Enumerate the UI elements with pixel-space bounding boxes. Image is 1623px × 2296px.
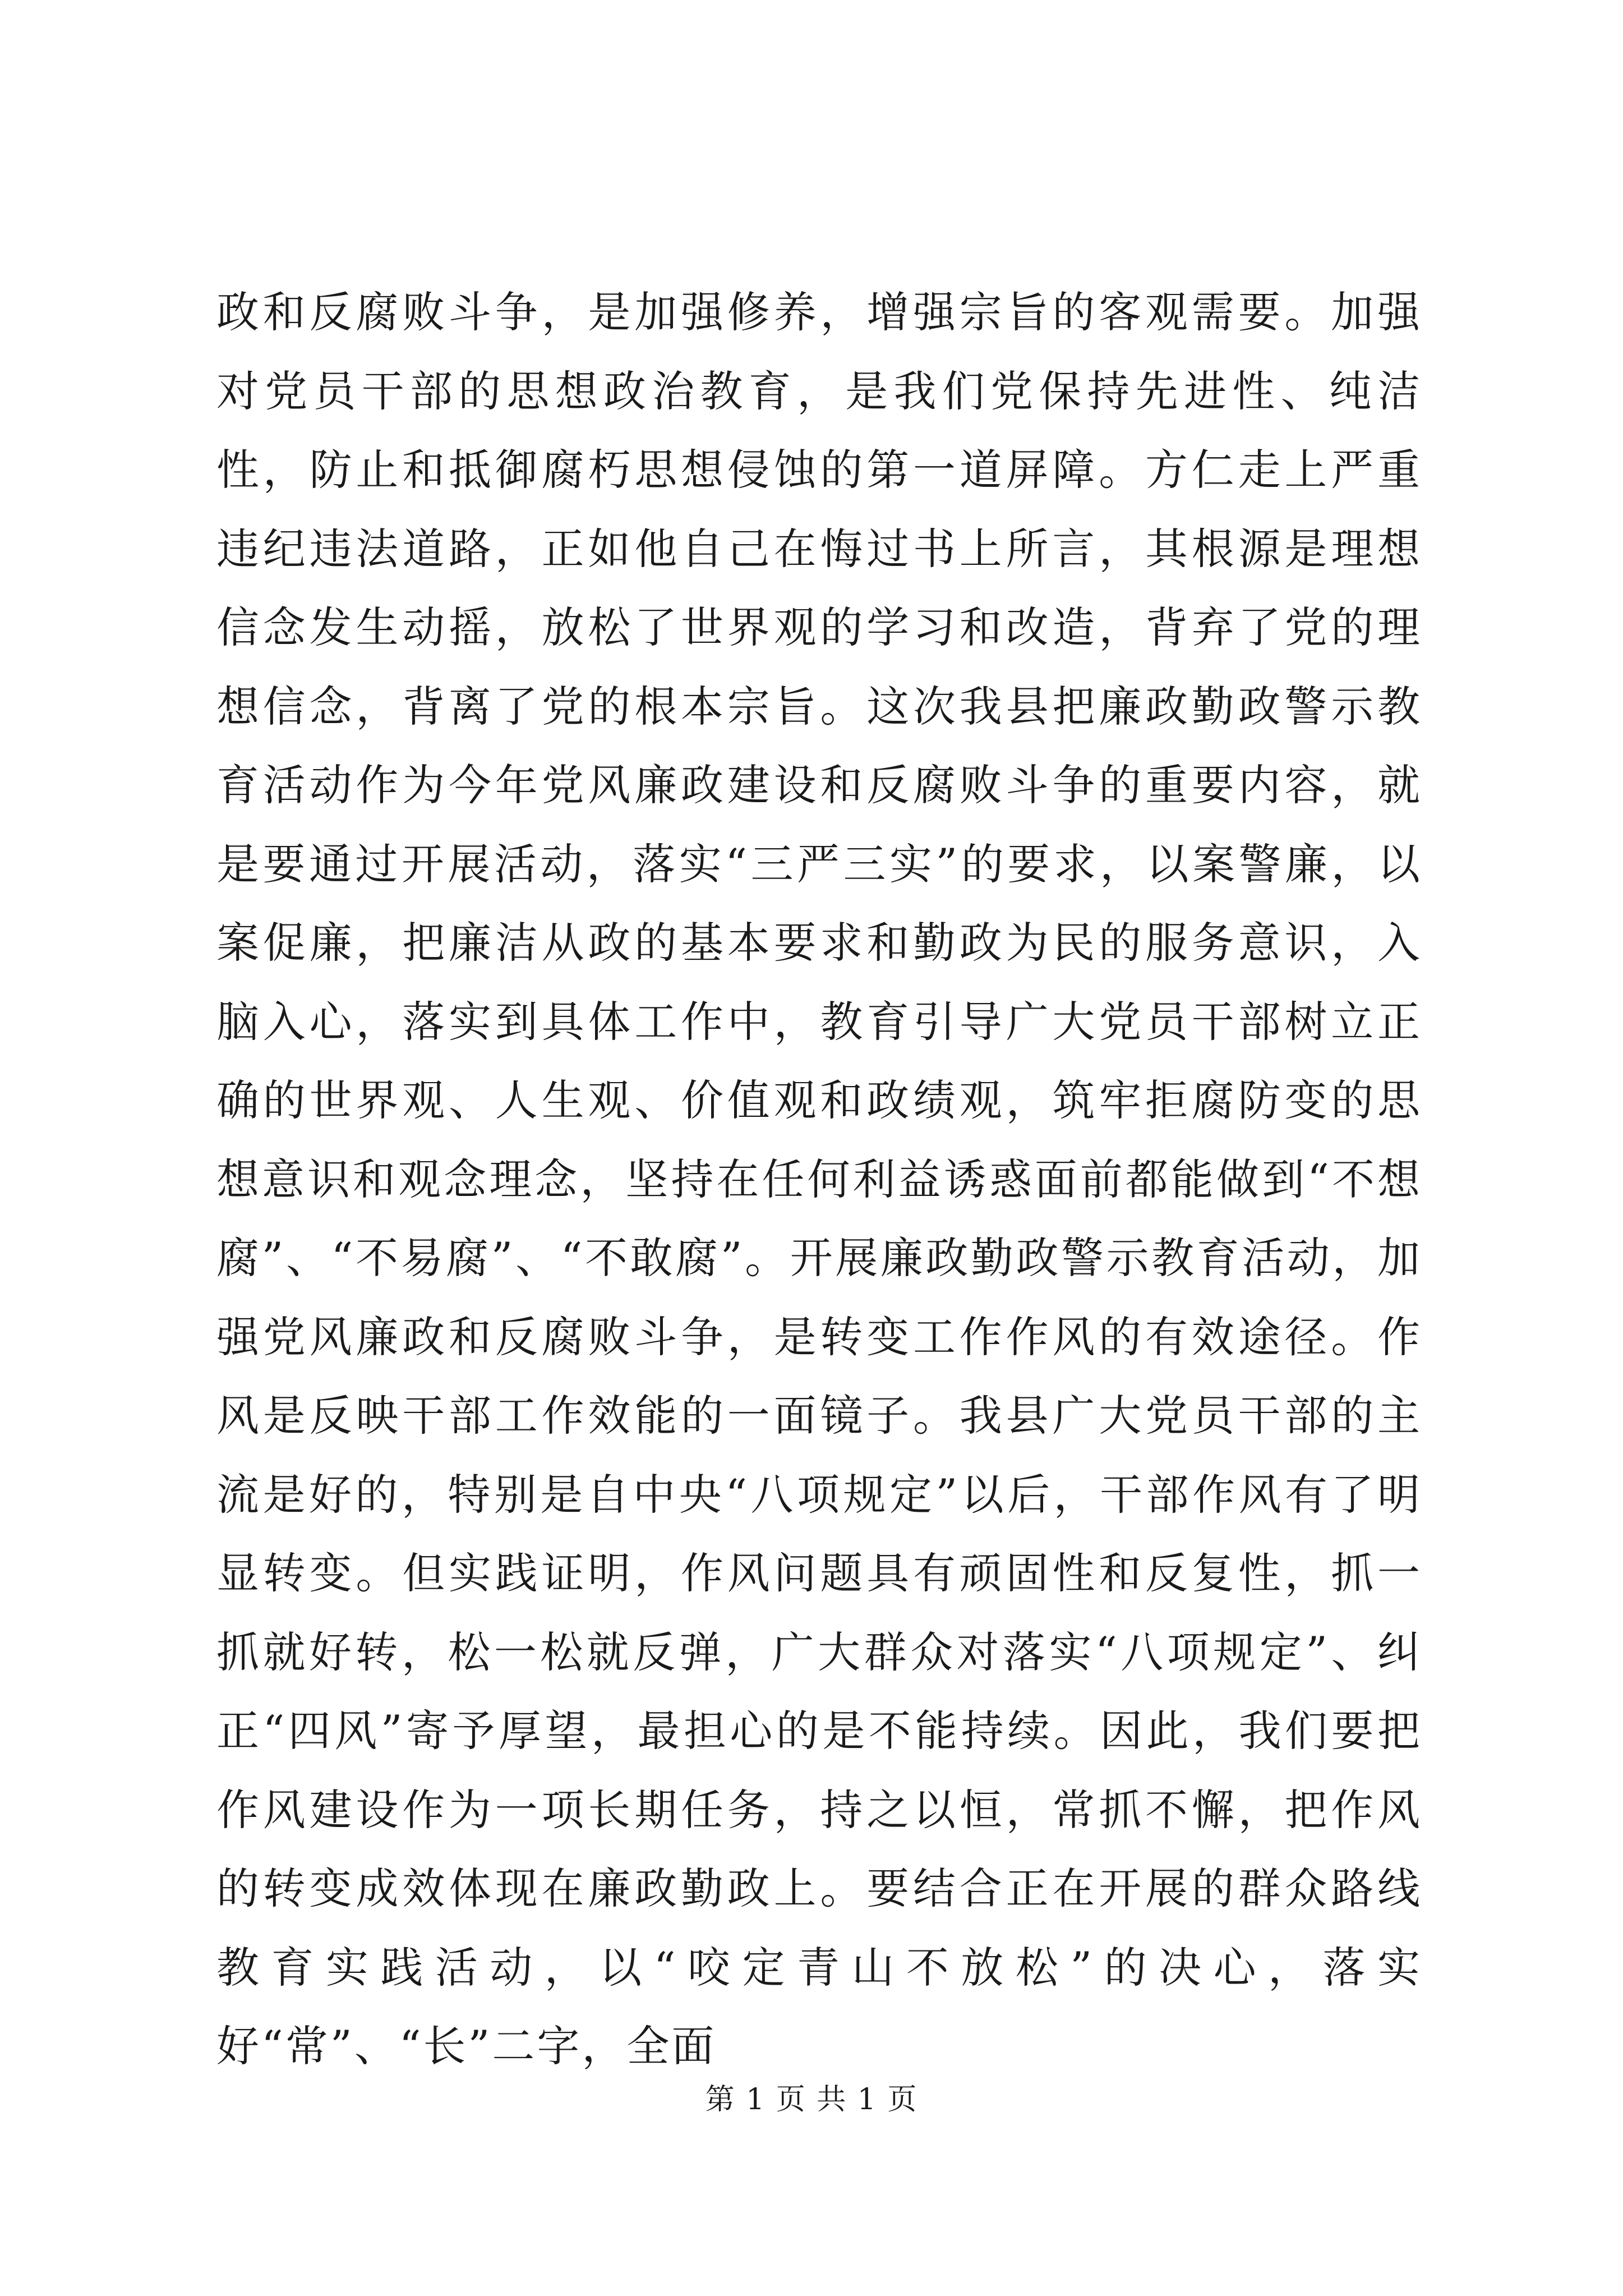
body-paragraph: 政和反腐败斗争，是加强修养，增强宗旨的客观需要。加强对党员干部的思想政治教育，是我们党保持先进性、纯洁性，防止和抵御腐朽思想侵蚀的第一道屏障。方仁走上严重违纪违法道路，正如他自己在悔过书上所言，其根源是理想信念发生动摇，放松了世界观的学习和改造，背弃了党的理想信念，背离了党的根本宗旨。这次我县把廉政勤政警示教育活动作为今年党风廉政建设和反腐败斗争的重要内容，就是要通过开展活动，落实“三严三实”的要求，以案警廉，以案促廉，把廉洁从政的基本要求和勤政为民的服务意识，入脑入心，落实到具体工作中，教育引导广大党员干部树立正确的世界观、人生观、价值观和政绩观，筑牢拒腐防变的思想意识和观念理念，坚持在任何利益诱惑面前都能做到“不想腐”、“不易腐”、“不敢腐”。开展廉政勤政警示教育活动，加强党风廉政和反腐败斗争，是转变工作作风的有效途径。作风是反映干部工作效能的一面镜子。我县广大党员干部的主流是好的，特别是自中央“八项规定”以后，干部作风有了明显转变。但实践证明，作风问题具有顽固性和反复性，抓一抓就好转，松一松就反弹，广大群众对落实“八项规定”、纠正“四风”寄予厚望，最担心的是不能持续。因此，我们要把作风建设作为一项长期任务，持之以恒，常抓不懈，把作风的转变成效体现在廉政勤政上。要结合正在开展的群众路线教育实践活动，以“咬定青山不放松”的决心，落实好“常”、“长”二字，全面 bbox=[216, 287, 1422, 2071]
page-number-footer: 第 1 页 共 1 页 bbox=[705, 2083, 918, 2116]
